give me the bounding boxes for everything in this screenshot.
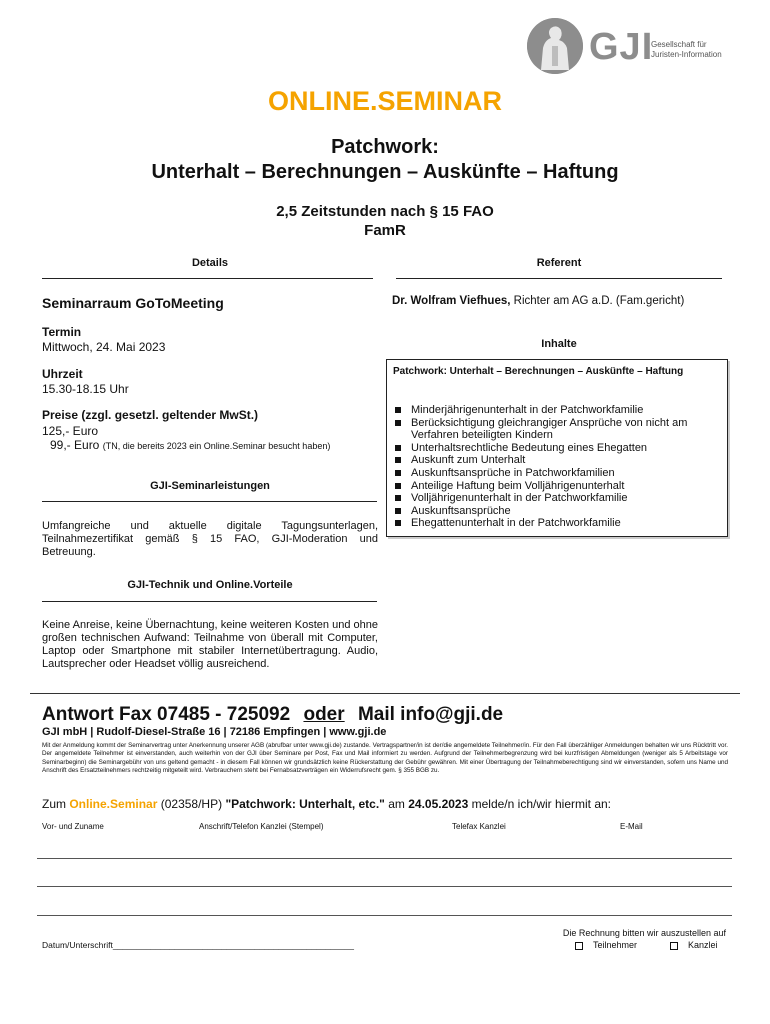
price-reduced-note: (TN, die bereits 2023 ein Online.Seminar besucht haben) (102, 441, 331, 451)
divider (42, 601, 377, 602)
checkbox-icon[interactable] (670, 942, 678, 950)
technik-heading: GJI-Technik und Online.Vorteile (127, 579, 293, 591)
bullet-icon (395, 457, 401, 463)
leistungen-text: Umfangreiche und aktuelle digitale Tagungsunterlagen, Teilnahmezertifikat gemäß § 15 FAO, GJI-Moderation und Betreuung. (42, 520, 378, 558)
form-line[interactable] (37, 915, 732, 916)
bullet-icon (395, 508, 401, 514)
uhrzeit-label: Uhrzeit (42, 367, 83, 381)
legal-smallprint: Mit der Anmeldung kommt der Seminarvertrag unter Anerkennung unserer AGB (abrufbar unter www.gji.de) zustande. Vertragspartner/in ist der/die angemeldete Teilnehmer/in. Für den Fall überzähliger Anmeldungen behalten wir uns Rücktritt vor. Der angemeldete Teilnehmer ist einverstanden, auch weiterhin von der GJI über Seminare per Post, Fax und Mail informiert zu werden. Aufgrund der Teilnehmerbegrenzung wird bei kurzfristigen Abmeldungen (weniger als 5 Arbeitstage vor Seminarbeginn) die Seminargebühr von uns geltend gemacht - in diesem Fall können wir grundsätzlich keine Rückerstattung der Gebühr gewähren. Mit einer Übertragung der Teilnahmeberechtigung sind wir einverstanden, sofern uns Name und Anschrift des Ersatzteilnehmers rechtzeitig mitgeteilt wird. Verbrauchern steht bei Fernabsatzverträgen ein Widerrufsrecht gem. § 355 BGB zu. (42, 742, 728, 774)
title-line2: Unterhalt – Berechnungen – Auskünfte – Haftung (151, 161, 619, 183)
price-reduced: 99,- Euro (TN, die bereits 2023 ein Online.Seminar besucht haben) (50, 438, 331, 452)
col-fax-label: Telefax Kanzlei (452, 822, 506, 831)
signature-field[interactable]: Datum/Unterschrift___________________________________________________ (42, 940, 354, 950)
bullet-icon (395, 483, 401, 489)
list-item: Ehegattenunterhalt in der Patchworkfamilie (391, 517, 721, 530)
preise-label: Preise (zzgl. gesetzl. geltender MwSt.) (42, 408, 259, 422)
bullet-icon (395, 445, 401, 451)
bullet-icon (395, 495, 401, 501)
inhalte-box (386, 359, 728, 537)
list-item: Volljährigenunterhalt in der Patchworkfamilie (391, 492, 721, 505)
termin-label: Termin (42, 325, 82, 339)
list-item: Anteilige Haftung beim Volljährigenunterhalt (391, 480, 721, 493)
invoice-option-participant[interactable]: Teilnehmer (575, 940, 637, 950)
gji-logo-subtitle: Gesellschaft für Juristen-Information (651, 40, 722, 59)
bullet-icon (395, 420, 401, 426)
title-line1: Patchwork: (331, 136, 439, 158)
termin-value: Mittwoch, 24. Mai 2023 (42, 340, 166, 354)
list-item: Minderjährigenunterhalt in der Patchworkfamilie (391, 404, 721, 417)
referent-line (392, 295, 684, 307)
invoice-label: Die Rechnung bitten wir auszustellen auf (562, 928, 726, 938)
uhrzeit-value: 15.30-18.15 Uhr (42, 382, 129, 396)
col-mail-label: E-Mail (620, 822, 643, 831)
leistungen-heading: GJI-Seminarleistungen (150, 480, 270, 492)
antwort-line (42, 704, 503, 726)
seminar-link: Online.Seminar (69, 797, 158, 811)
antwort-mail: Mail info@gji.de (357, 704, 504, 725)
statue-icon (527, 18, 583, 74)
registration-sentence: Zum Online.Seminar (02358/HP) "Patchwork: Unterhalt, etc." am 24.05.2023 melde/n ich/wir hiermit an: (42, 797, 612, 811)
gji-logo-mark (527, 18, 583, 74)
list-item: Auskunftsansprüche (391, 505, 721, 518)
divider (396, 278, 722, 279)
antwort-fax: Antwort Fax 07485 - 725092 (42, 704, 291, 725)
list-item: Unterhaltsrechtliche Bedeutung eines Ehegatten (391, 442, 721, 455)
section-divider (30, 693, 740, 694)
venue: Seminarraum GoToMeeting (42, 295, 224, 311)
form-line[interactable] (37, 886, 732, 887)
seminar-type: ONLINE.SEMINAR (267, 86, 502, 116)
divider (42, 278, 373, 279)
col-address-label: Anschrift/Telefon Kanzlei (Stempel) (199, 822, 324, 831)
referent-heading: Referent (536, 257, 582, 269)
col-name-label: Vor- und Zuname (42, 822, 104, 831)
inhalte-box-title: Patchwork: Unterhalt – Berechnungen – Auskünfte – Haftung (393, 366, 684, 377)
form-line[interactable] (37, 858, 732, 859)
bullet-icon (395, 520, 401, 526)
referent-role: Richter am AG a.D. (Fam.gericht) (513, 295, 685, 307)
technik-text: Keine Anreise, keine Übernachtung, keine weiteren Kosten und ohne großen technischen Aufwand: Teilnahme von überall mit Computer, Laptop oder Smartphone mit stabiler Internetübertragung. Audio, Lautsprecher oder Headset völlig ausreichend. (42, 619, 378, 670)
checkbox-icon[interactable] (575, 942, 583, 950)
referent-name: Dr. Wolfram Viefhues, (392, 295, 511, 307)
price-regular: 125,- Euro (42, 424, 99, 438)
gji-logo-text: GJI (589, 26, 654, 68)
list-item: Berücksichtigung gleichrangiger Ansprüche von nicht am Verfahren beteiligten Kindern (391, 417, 721, 442)
company-address: GJI mbH | Rudolf-Diesel-Straße 16 | 72186 Empfingen | www.gji.de (42, 726, 387, 738)
antwort-oder: oder (303, 704, 345, 725)
list-item: Auskunft zum Unterhalt (391, 454, 721, 467)
list-item: Auskunftsansprüche in Patchworkfamilien (391, 467, 721, 480)
bullet-icon (395, 470, 401, 476)
hours-line2: FamR (364, 222, 406, 239)
inhalte-list (391, 404, 721, 530)
details-heading: Details (191, 257, 229, 269)
hours-line1: 2,5 Zeitstunden nach § 15 FAO (276, 203, 494, 220)
bullet-icon (395, 407, 401, 413)
divider (42, 501, 377, 502)
inhalte-heading: Inhalte (541, 338, 577, 350)
invoice-option-firm[interactable]: Kanzlei (670, 940, 718, 950)
